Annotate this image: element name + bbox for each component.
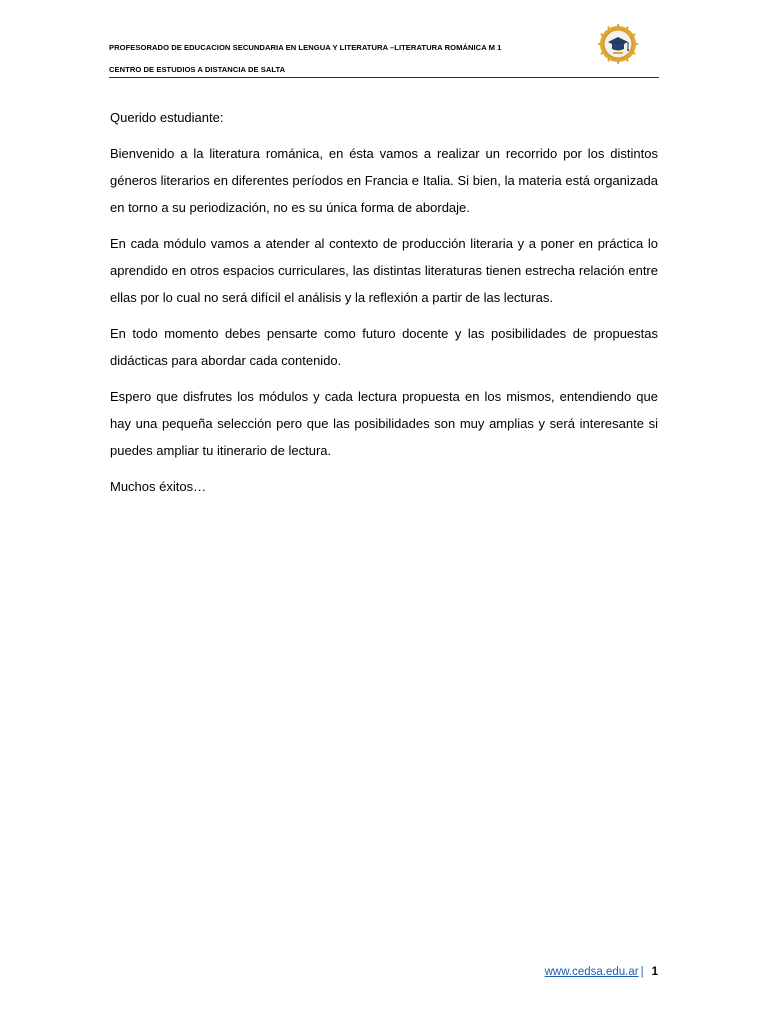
graduation-cap-seal-icon [598, 24, 638, 64]
website-link[interactable]: www.cedsa.edu.ar [544, 966, 639, 978]
salutation: Querido estudiante: [110, 110, 224, 125]
page-footer [545, 966, 658, 978]
header-program-title: PROFESORADO DE EDUCACION SECUNDARIA EN LENGUA Y LITERATURA –LITERATURA ROMÁNICA M 1 [109, 43, 502, 52]
header-divider [109, 77, 659, 78]
paragraph-teaching: En todo momento debes pensarte como futuro docente y las posibilidades de propuestas didácticas para abordar cada contenido. [110, 326, 658, 368]
paragraph-enjoy: Espero que disfrutes los módulos y cada lectura propuesta en los mismos, entendiendo que hay una pequeña selección pero que las posibilidades son muy amplias y será interesante si puedes ampliar tu itinerario de lectura. [110, 389, 658, 458]
closing-line: Muchos éxitos… [110, 479, 207, 494]
header-institution-name: CENTRO DE ESTUDIOS A DISTANCIA DE SALTA [109, 65, 286, 74]
paragraph-intro: Bienvenido a la literatura románica, en ésta vamos a realizar un recorrido por los distintos géneros literarios en diferentes períodos en Francia e Italia. Si bien, la materia está organizada en torno a su periodización, no es su única forma de abordaje. [110, 146, 658, 215]
page-number: 1 [651, 966, 658, 978]
footer-separator: | [640, 966, 644, 978]
paragraph-modules: En cada módulo vamos a atender al contexto de producción literaria y a poner en práctica lo aprendido en otros espacios curriculares, las distintas literaturas tienen estrecha relación entre ellas por lo cual no será difícil el análisis y la reflexión a partir de las lecturas. [110, 236, 658, 305]
letter-body [110, 104, 658, 509]
